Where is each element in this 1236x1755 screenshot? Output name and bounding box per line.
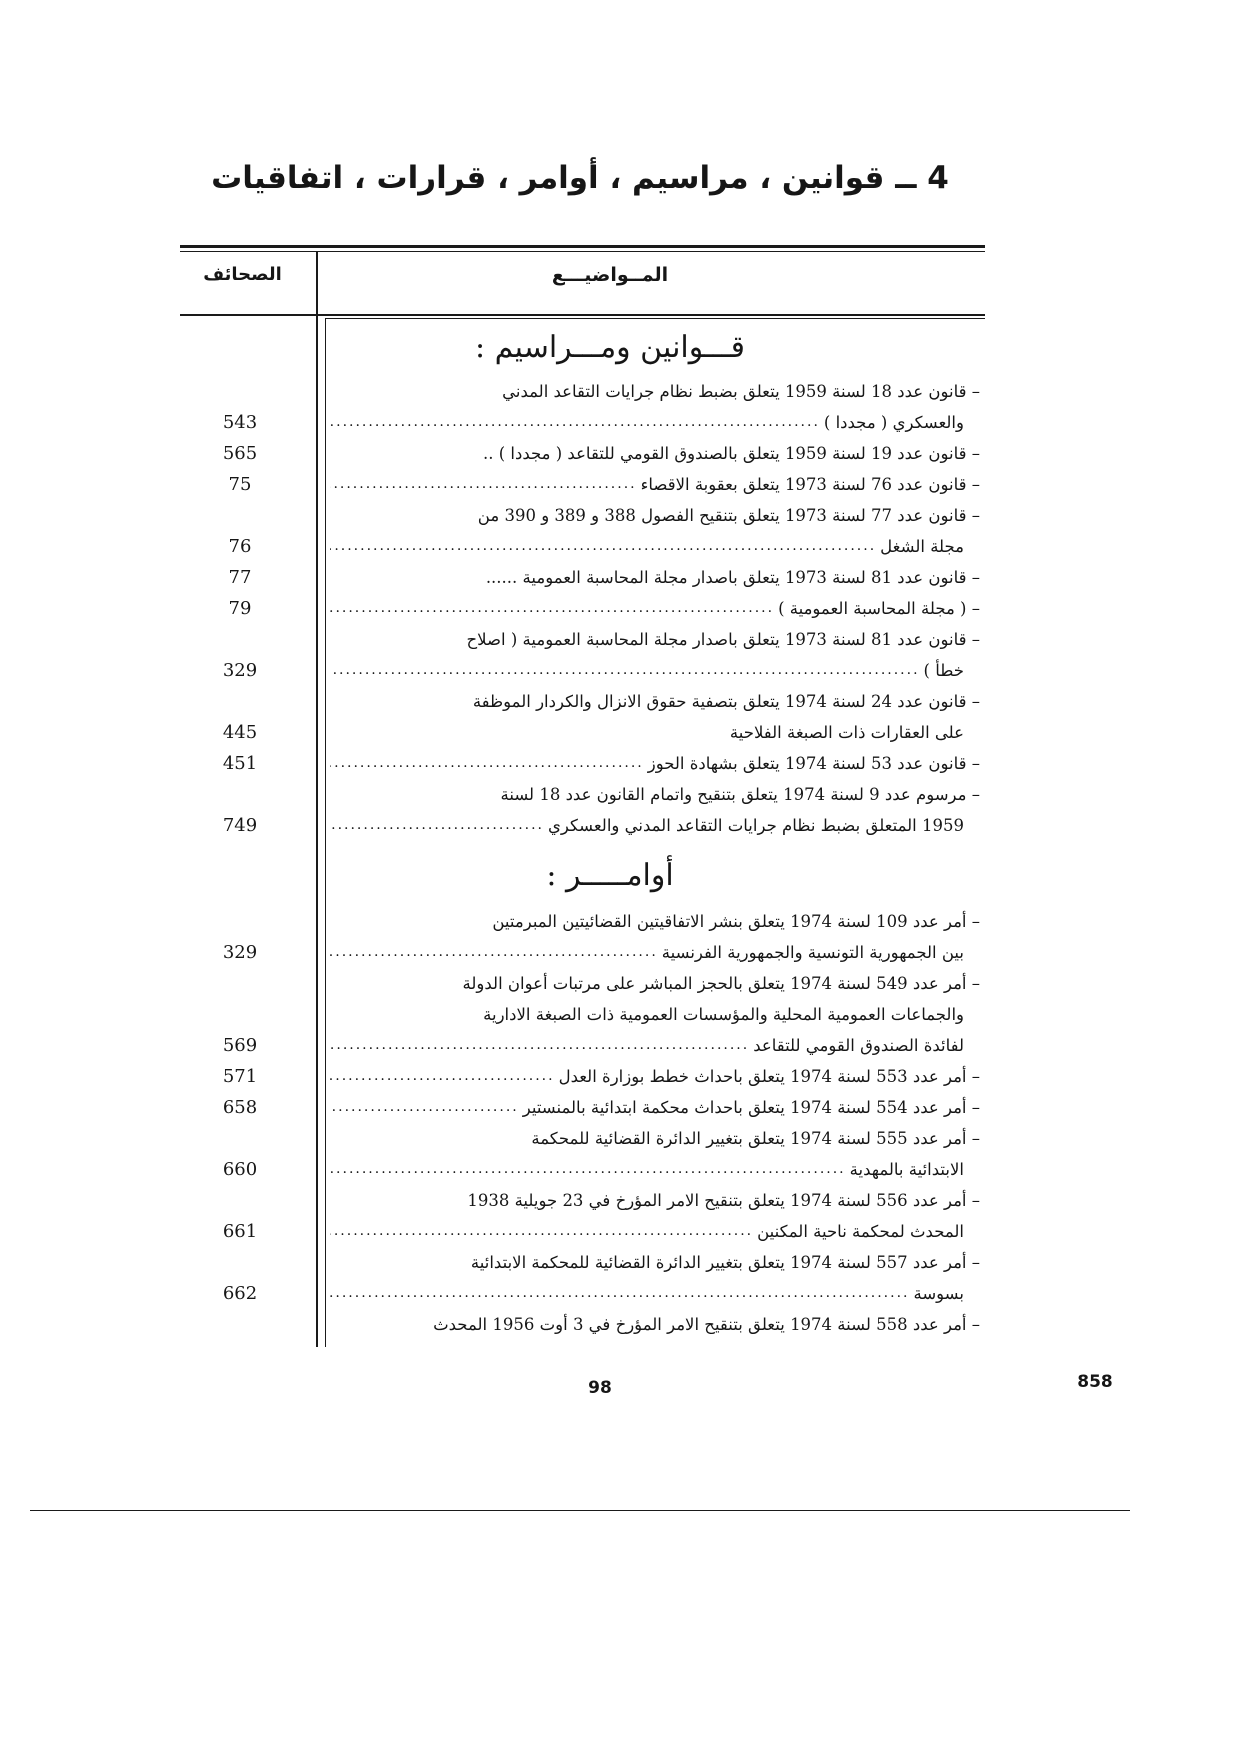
entry-line: – قانون عدد 81 لسنة 1973 يتعلق باصدار مجلة المحاسبة العمومية ...... [330, 562, 980, 593]
list-item [222, 1061, 980, 1092]
entry-line: – أمر عدد 557 لسنة 1974 يتعلق بتغيير الدائرة القضائية للمحكمة الابتدائية [330, 1247, 980, 1278]
page-reference: 329 [222, 942, 258, 963]
page-reference: 76 [228, 536, 252, 557]
list-item [222, 438, 980, 469]
entry-line: المحدث لمحكمة ناحية المكنين ..... [330, 1216, 980, 1247]
entry-line: – قانون عدد 77 لسنة 1973 يتعلق بتنقيح الفصول 388 و 389 و 390 من [330, 500, 980, 531]
entry-line: مجلة الشغل ..... [330, 531, 980, 562]
list-item [222, 906, 980, 968]
page-reference: 565 [222, 443, 258, 464]
entry-line: – قانون عدد 19 لسنة 1959 يتعلق بالصندوق القومي للتقاعد ( مجددا ) .. [330, 438, 980, 469]
entry-line: بسوسة ..... [330, 1278, 980, 1309]
page-reference: 662 [222, 1283, 258, 1304]
pages-column-header: الصحائف [203, 264, 282, 285]
page-title: 4 ــ قوانين ، مراسيم ، أوامر ، قرارات ، اتفاقيات [211, 160, 949, 196]
entry-line: – أمر عدد 556 لسنة 1974 يتعلق بتنقيح الامر المؤرخ في 23 جويلية 1938 [330, 1185, 980, 1216]
page-reference: 77 [228, 567, 252, 588]
list-item [222, 1092, 980, 1123]
list-item [222, 1247, 980, 1309]
page-reference: 451 [222, 753, 258, 774]
bottom-rule [30, 1510, 1130, 1511]
entry-line: بين الجمهورية التونسية والجمهورية الفرنسية ..... [330, 937, 980, 968]
volume-page-number: 858 [1077, 1372, 1113, 1392]
page-number: 98 [588, 1378, 612, 1398]
entry-line: – أمر عدد 554 لسنة 1974 يتعلق باحداث محكمة ابتدائية بالمنستير ..... [330, 1092, 980, 1123]
entry-line: – أمر عدد 549 لسنة 1974 يتعلق بالحجز المباشر على مرتبات أعوان الدولة [330, 968, 980, 999]
entry-line: – قانون عدد 24 لسنة 1974 يتعلق بتصفية حقوق الانزال والكردار الموظفة [330, 686, 980, 717]
entry-line: الابتدائية بالمهدية ..... [330, 1154, 980, 1185]
entry-line: – أمر عدد 553 لسنة 1974 يتعلق باحداث خطط بوزارة العدل ..... [330, 1061, 980, 1092]
page-reference: 329 [222, 660, 258, 681]
list-item [222, 624, 980, 686]
entry-line: – قانون عدد 76 لسنة 1973 يتعلق بعقوبة الاقصاء ..... [330, 469, 980, 500]
page-reference: 569 [222, 1035, 258, 1056]
entries-laws [222, 376, 980, 841]
page-reference: 75 [228, 474, 252, 495]
entry-line: خطأ ) ..... [330, 655, 980, 686]
list-item [330, 1309, 980, 1340]
entries-orders [222, 906, 980, 1340]
list-item [222, 748, 980, 779]
section-heading-laws: قـــوانين ومـــراسيم : [475, 330, 745, 365]
entry-line: – قانون عدد 53 لسنة 1974 يتعلق بشهادة الحوز ..... [330, 748, 980, 779]
page-reference: 660 [222, 1159, 258, 1180]
entry-line: والعسكري ( مجددا ) ..... [330, 407, 980, 438]
page-reference: 543 [222, 412, 258, 433]
entry-line: 1959 المتعلق بضبط نظام جرايات التقاعد المدني والعسكري ..... [330, 810, 980, 841]
subjects-column-header: المــواضيـــع [551, 264, 669, 286]
list-item [222, 1185, 980, 1247]
entry-line: على العقارات ذات الصبغة الفلاحية [729, 723, 964, 742]
list-item [222, 376, 980, 438]
page-reference: 658 [222, 1097, 258, 1118]
list-item [228, 562, 980, 593]
entry-line: – قانون عدد 18 لسنة 1959 يتعلق بضبط نظام جرايات التقاعد المدني [330, 376, 980, 407]
entry-line: – أمر عدد 555 لسنة 1974 يتعلق بتغيير الدائرة القضائية للمحكمة [330, 1123, 980, 1154]
column-divider [316, 252, 318, 1347]
page-reference: 749 [222, 815, 258, 836]
entry-line: والجماعات العمومية المحلية والمؤسسات العمومية ذات الصبغة الادارية [483, 1005, 964, 1024]
list-item [222, 968, 980, 1061]
entry-line: – قانون عدد 81 لسنة 1973 يتعلق باصدار مجلة المحاسبة العمومية ( اصلاح [330, 624, 980, 655]
list-item [222, 686, 980, 748]
list-item [228, 469, 980, 500]
page-reference: 571 [222, 1066, 258, 1087]
list-item [222, 1123, 980, 1185]
page-reference: 661 [222, 1221, 258, 1242]
entry-line: لفائدة الصندوق القومي للتقاعد ..... [330, 1030, 980, 1061]
entry-line: – أمر عدد 109 لسنة 1974 يتعلق بنشر الاتفاقيتين القضائيتين المبرمتين [330, 906, 980, 937]
page-reference: 445 [222, 722, 258, 743]
column-divider-inner [325, 318, 326, 1347]
list-item [222, 779, 980, 841]
top-rule-thin [180, 251, 985, 252]
page-reference: 79 [228, 598, 252, 619]
entry-line: – ( مجلة المحاسبة العمومية ) ..... [330, 593, 980, 624]
header-rule [180, 314, 985, 316]
header-rule-thin [325, 318, 985, 319]
section-heading-orders: أوامـــــر : [546, 858, 674, 893]
entry-line: – مرسوم عدد 9 لسنة 1974 يتعلق بتنقيح واتمام القانون عدد 18 لسنة [330, 779, 980, 810]
list-item [228, 500, 980, 562]
top-rule [180, 245, 985, 248]
entry-line: – أمر عدد 558 لسنة 1974 يتعلق بتنقيح الامر المؤرخ في 3 أوت 1956 المحدث [330, 1309, 980, 1340]
list-item [228, 593, 980, 624]
